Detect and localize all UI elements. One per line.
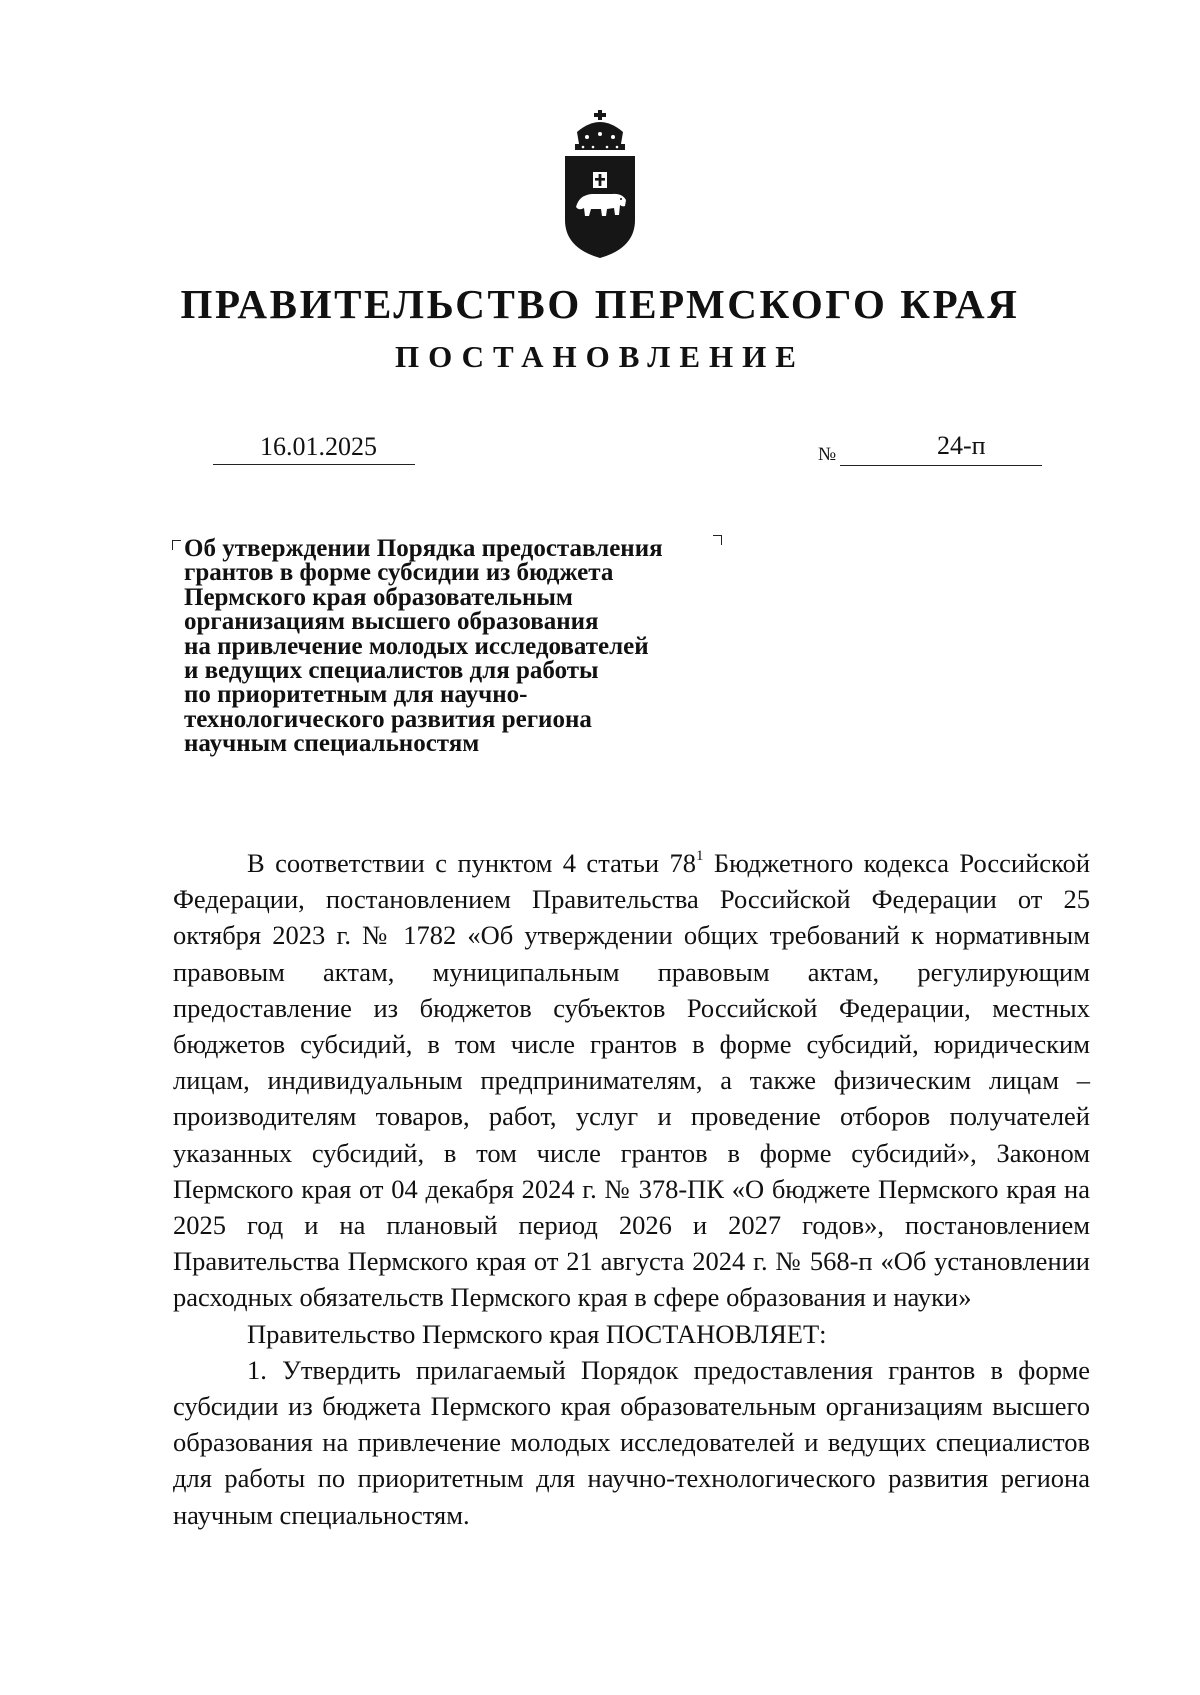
subject-line: Пермского края образовательным bbox=[184, 583, 573, 611]
date-field bbox=[213, 424, 415, 465]
subject-line: и ведущих специалистов для работы bbox=[184, 657, 599, 685]
date-value: 16.01.2025 bbox=[260, 432, 377, 461]
subject-line: Об утверждении Порядка предоставления bbox=[184, 535, 663, 562]
preamble-start: В соответствии с пунктом 4 статьи 78 bbox=[247, 848, 696, 878]
number-sign: № bbox=[818, 444, 837, 465]
subject-line: по приоритетным для научно- bbox=[184, 681, 528, 709]
subject-line: грантов в форме субсидии из бюджета bbox=[184, 559, 614, 587]
document-type: ПОСТАНОВЛЕНИЕ bbox=[395, 339, 805, 374]
number-underline bbox=[840, 425, 1042, 466]
subject-line: технологического развития региона bbox=[184, 705, 592, 733]
subject-bracket-left bbox=[172, 540, 181, 550]
perm-krai-coat-of-arms-icon bbox=[563, 110, 637, 260]
resolution-paragraph: Правительство Пермского края ПОСТАНОВЛЯЕТ: bbox=[247, 1318, 827, 1349]
document-subject bbox=[184, 537, 744, 757]
subject-line: на привлечение молодых исследователей bbox=[184, 632, 649, 660]
subject-line: научным специальностям bbox=[184, 730, 480, 758]
preamble-paragraph bbox=[173, 845, 1090, 1316]
number-field bbox=[818, 424, 1042, 466]
subject-line: организациям высшего образования bbox=[184, 608, 599, 636]
number-value: 24-п bbox=[937, 431, 986, 460]
item-1-paragraph: 1. Утвердить прилагаемый Порядок предоставления грантов в форме субсидии из бюджета Пермского края образовательным организациям высшего образования на привлечение молодых исследователей и ведущих специалистов для работы по приоритетным для научно-технологического развития региона научным специальностям. bbox=[173, 1354, 1090, 1530]
organization-title: ПРАВИТЕЛЬСТВО ПЕРМСКОГО КРАЯ bbox=[180, 281, 1020, 327]
document-body bbox=[173, 845, 1090, 1533]
article-superscript: 1 bbox=[695, 848, 704, 864]
preamble-rest: Бюджетного кодекса Российской Федерации, постановлением Правительства Российской Федерации от 25 октября 2023 г. № 1782 «Об утверждении общих требований к нормативным правовым актам, муниципальным правовым актам, регулирующим предоставление из бюджетов субъектов Российской Федерации, местных бюджетов субсидий, в том числе грантов в форме субсидий, юридическим лицам, индивидуальным предпринимателям, а также физическим лицам – производителям товаров, работ, услуг и проведение отборов получателей указанных субсидий, в том числе грантов в форме субсидий», Законом Пермского края от 04 декабря 2024 г. № 378-ПК «О бюджете Пермского края на 2025 год и на плановый период 2026 и 2027 годов», постановлением Правительства Пермского края от 21 августа 2024 г. № 568-п «Об установлении расходных обязательств Пермского края в сфере образования и науки» bbox=[173, 848, 1090, 1313]
